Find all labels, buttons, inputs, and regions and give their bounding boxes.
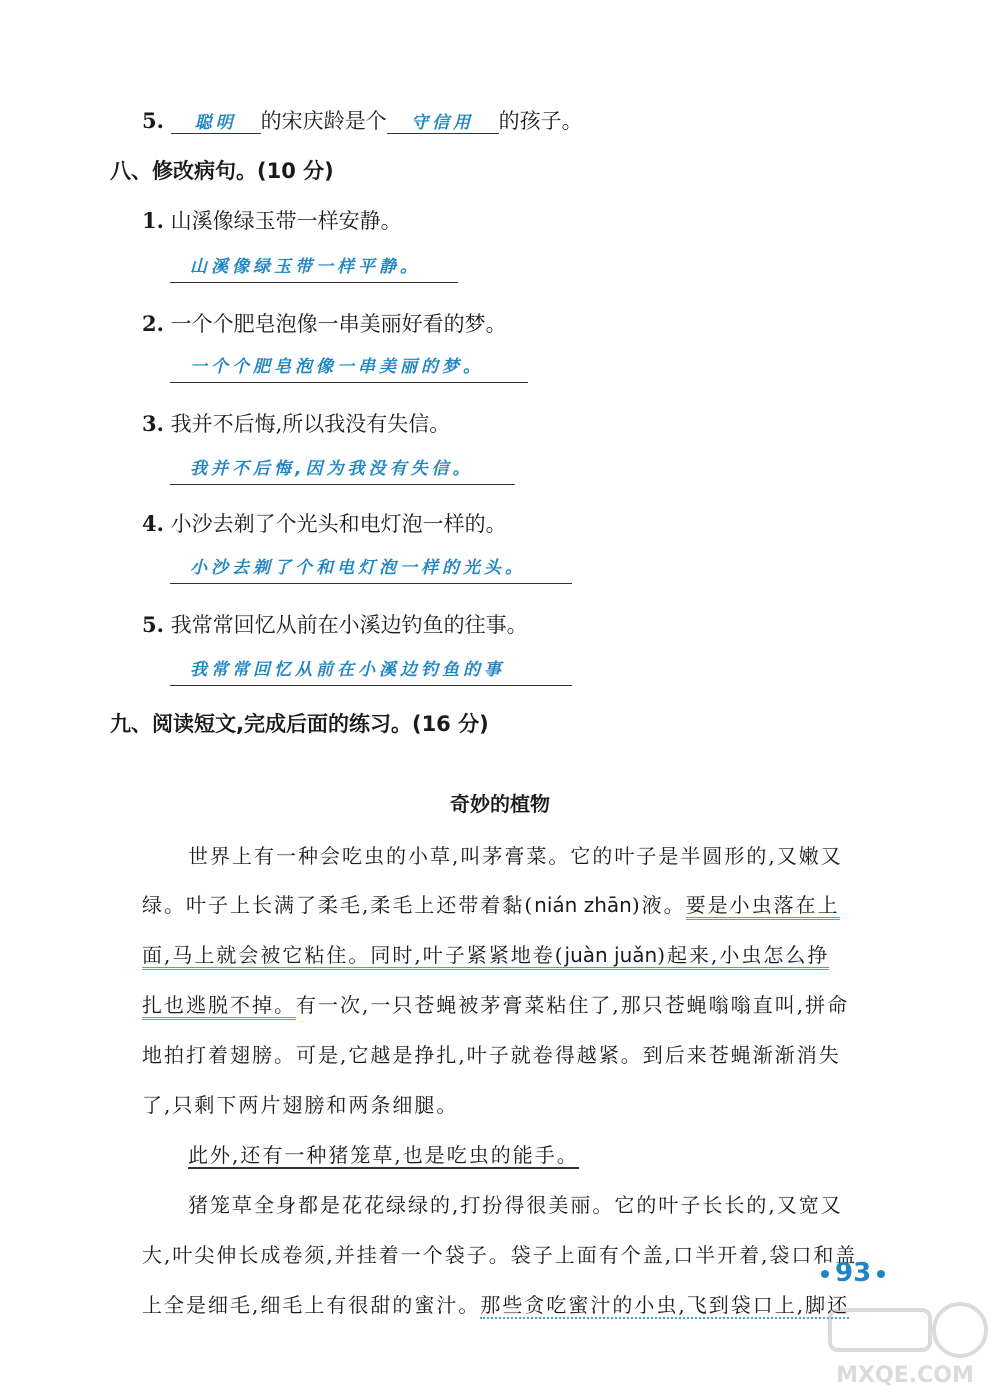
underlined-sentence	[142, 943, 829, 970]
article-line: 了,只剩下两片翅膀和两条细腿。	[142, 1093, 459, 1117]
sentence-text: 我常常回忆从前在小溪边钓鱼的往事。	[170, 613, 528, 637]
article-line	[142, 1289, 894, 1318]
item-number: 5.	[142, 612, 164, 637]
answer-text: 山溪像绿玉带一样平静。	[190, 257, 421, 277]
article-title: 奇妙的植物	[450, 792, 550, 816]
article-text: 绿。叶子上长满了柔毛,柔毛上还带着黏(	[142, 893, 535, 917]
article-text: 面,马上就会被它粘住。同时,叶子紧紧地卷(	[142, 943, 565, 967]
article-line: 大,叶尖伸长成卷须,并挂着一个袋子。袋子上面有个盖,口半开着,袋口和盖	[142, 1243, 858, 1267]
section-heading-8: 八、修改病句。(10 分)	[110, 159, 334, 183]
answer-text: 聪明	[194, 113, 237, 133]
page-number	[815, 1258, 891, 1288]
answer-line-1	[170, 252, 458, 283]
article-line	[188, 1139, 940, 1168]
article-line: 世界上有一种会吃虫的小草,叫茅膏菜。它的叶子是半圆形的,又嫩又	[188, 844, 843, 868]
answer-line-4	[170, 553, 572, 584]
item-number: 1.	[142, 208, 164, 233]
article-text: )起来,小虫怎么挣	[657, 943, 830, 967]
page-number-text: 93	[835, 1258, 872, 1288]
sentence-3	[142, 408, 450, 438]
answer-line-2	[170, 352, 528, 383]
answer-text: 我并不后悔,因为我没有失信。	[190, 459, 474, 479]
underlined-sentence: 此外,还有一种猪笼草,也是吃虫的能手。	[188, 1143, 579, 1167]
item-number: 5.	[142, 108, 164, 133]
dot-icon	[877, 1270, 885, 1278]
watermark-logo	[810, 1300, 1000, 1390]
item-number: 2.	[142, 311, 164, 336]
sentence-2	[142, 308, 507, 338]
article-line	[142, 989, 894, 1018]
article-line	[142, 889, 894, 918]
sentence-text: 小沙去剃了个光头和电灯泡一样的。	[170, 512, 507, 536]
item-text: 的宋庆龄是个	[260, 109, 387, 133]
answer-blank-1	[171, 108, 261, 134]
item-number: 3.	[142, 411, 164, 436]
article-line: 猪笼草全身都是花花绿绿的,打扮得很美丽。它的叶子长长的,又宽又	[188, 1193, 843, 1217]
sentence-text: 我并不后悔,所以我没有失信。	[170, 412, 451, 436]
svg-text:MXQE.COM: MXQE.COM	[836, 1363, 974, 1388]
article-text: 有一次,一只苍蝇被茅膏菜粘住了,那只苍蝇嗡嗡直叫,拼命	[296, 993, 850, 1017]
sentence-text: 山溪像绿玉带一样安静。	[170, 209, 402, 233]
pinyin-choice: nián zhān	[534, 893, 632, 917]
underlined-sentence: 扎也逃脱不掉。	[142, 993, 296, 1020]
answer-text: 守信用	[411, 113, 475, 133]
answer-blank-2	[387, 108, 499, 134]
answer-text: 小沙去剃了个和电灯泡一样的光头。	[190, 558, 526, 578]
answer-line-3	[170, 454, 515, 485]
sentence-5	[142, 609, 528, 639]
item-number: 4.	[142, 511, 164, 536]
section-heading-9: 九、阅读短文,完成后面的练习。(16 分)	[110, 712, 489, 736]
article-text: )液。	[631, 893, 686, 917]
pinyin-choice: juàn juǎn	[564, 943, 658, 967]
article-line	[142, 939, 894, 968]
answer-line-5	[170, 655, 572, 686]
answer-text: 一个个肥皂泡像一串美丽的梦。	[190, 357, 484, 377]
dot-icon	[821, 1270, 829, 1278]
sentence-1	[142, 205, 402, 235]
item-text: 的孩子。	[498, 109, 583, 133]
sentence-text: 一个个肥皂泡像一串美丽好看的梦。	[170, 312, 507, 336]
sentence-4	[142, 508, 507, 538]
article-text: 上全是细毛,细毛上有很甜的蜜汁。	[142, 1293, 481, 1317]
fill-blank-item-5	[142, 105, 583, 135]
wavy-underlined-sentence: 那些贪吃蜜汁的小虫,飞到袋口上,脚还	[480, 1293, 850, 1317]
article-line: 地拍打着翅膀。可是,它越是挣扎,叶子就卷得越紧。到后来苍蝇渐渐消失	[142, 1043, 841, 1067]
answer-text: 我常常回忆从前在小溪边钓鱼的事	[190, 660, 505, 680]
underlined-sentence: 要是小虫落在上	[686, 893, 840, 920]
